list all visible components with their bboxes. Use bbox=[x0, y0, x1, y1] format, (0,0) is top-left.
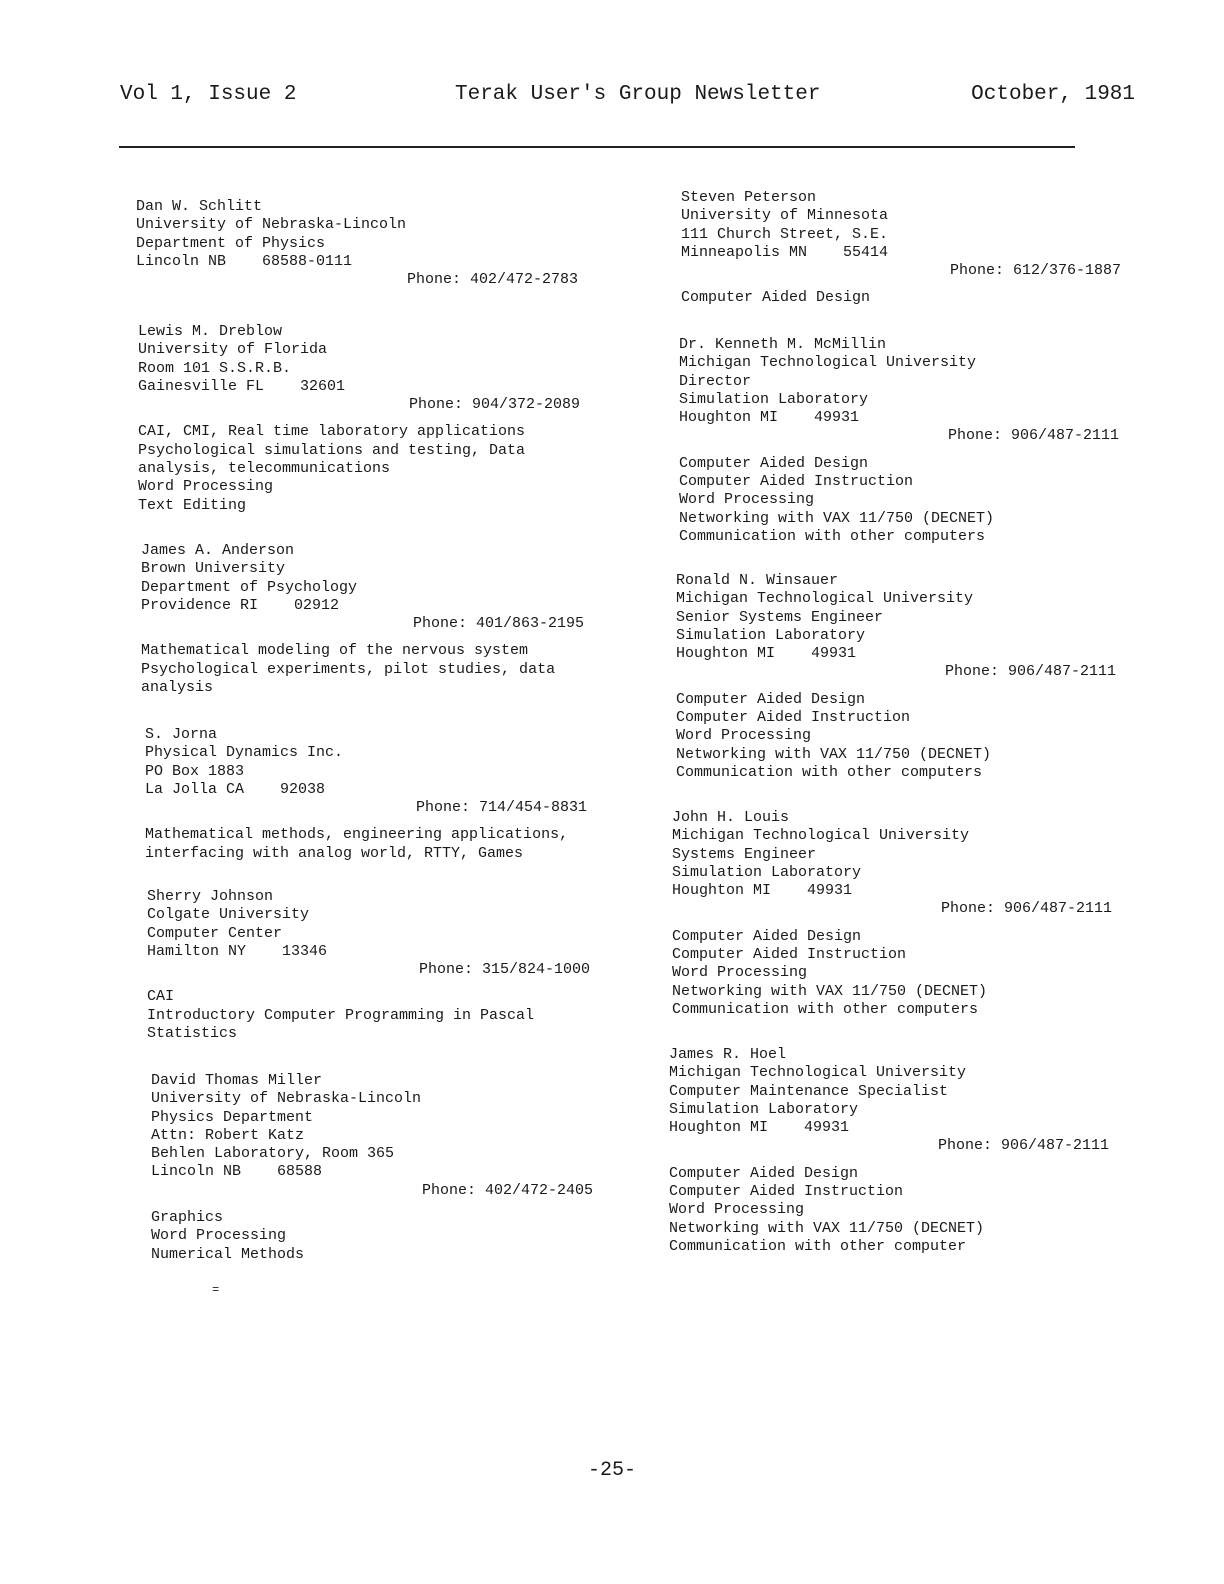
member-entry bbox=[147, 888, 590, 1043]
member-name: Sherry Johnson bbox=[147, 888, 274, 905]
interest-line: Introductory Computer Programming in Pascal bbox=[147, 1006, 535, 1024]
interest-line: analysis, telecommunications bbox=[138, 460, 391, 478]
member-name: James A. Anderson bbox=[141, 542, 295, 559]
member-entry bbox=[145, 726, 587, 863]
address-line: La Jolla CA 92038 bbox=[145, 780, 326, 798]
interest-line: Communication with other computer bbox=[669, 1237, 967, 1255]
spacer bbox=[681, 280, 1121, 289]
interest-line: Networking with VAX 11/750 (DECNET) bbox=[679, 509, 995, 527]
interest-line: Computer Aided Design bbox=[676, 690, 866, 708]
interest-line: Word Processing bbox=[676, 727, 812, 745]
member-entry bbox=[681, 189, 1121, 308]
address-line: Gainesville FL 32601 bbox=[138, 377, 346, 395]
member-name: S. Jorna bbox=[145, 726, 218, 743]
address-line: Simulation Laboratory bbox=[679, 390, 869, 408]
phone-number: Phone: 904/372-2089 bbox=[408, 396, 580, 414]
interest-line: CAI bbox=[147, 988, 175, 1006]
member-name: Dr. Kenneth M. McMillin bbox=[679, 336, 887, 353]
address-line: Behlen Laboratory, Room 365 bbox=[151, 1145, 395, 1163]
stray-mark: = bbox=[212, 1283, 220, 1297]
interest-line: Mathematical methods, engineering applications, bbox=[145, 826, 569, 844]
spacer bbox=[147, 979, 590, 988]
address-line: Brown University bbox=[141, 560, 286, 578]
phone-number: Phone: 612/376-1887 bbox=[949, 262, 1121, 280]
phone-number: Phone: 402/472-2405 bbox=[421, 1181, 593, 1199]
address-line: Physics Department bbox=[151, 1108, 314, 1126]
page-number: -25- bbox=[587, 1459, 636, 1482]
address-line: Attn: Robert Katz bbox=[151, 1126, 305, 1144]
address-line: Providence RI 02912 bbox=[141, 596, 340, 614]
address-line: Houghton MI 49931 bbox=[669, 1119, 850, 1137]
address-line: University of Nebraska-Lincoln bbox=[136, 216, 407, 234]
interest-line: analysis bbox=[141, 679, 214, 697]
interest-line: Computer Aided Design bbox=[681, 289, 871, 307]
address-line: Department of Psychology bbox=[141, 578, 358, 596]
interest-line: Word Processing bbox=[679, 491, 815, 509]
volume-issue: Vol 1, Issue 2 bbox=[120, 83, 297, 106]
member-name: Ronald N. Winsauer bbox=[676, 572, 839, 589]
interest-line: Word Processing bbox=[669, 1201, 805, 1219]
member-entry bbox=[676, 572, 1116, 782]
spacer bbox=[145, 817, 587, 826]
address-line: Computer Maintenance Specialist bbox=[669, 1082, 949, 1100]
phone-number: Phone: 906/487-2111 bbox=[947, 427, 1119, 445]
interest-line: Computer Aided Instruction bbox=[676, 709, 911, 727]
interest-line: Computer Aided Instruction bbox=[669, 1183, 904, 1201]
address-line: Senior Systems Engineer bbox=[676, 608, 884, 626]
spacer bbox=[679, 446, 1119, 455]
member-entry bbox=[669, 1046, 1109, 1256]
address-line: PO Box 1883 bbox=[145, 762, 245, 780]
interest-line: Psychological experiments, pilot studies, data bbox=[141, 660, 556, 678]
address-line: Hamilton NY 13346 bbox=[147, 942, 328, 960]
interest-line: Communication with other computers bbox=[672, 1000, 979, 1018]
interest-line: Psychological simulations and testing, Data bbox=[138, 441, 526, 459]
phone-number: Phone: 906/487-2111 bbox=[937, 1137, 1109, 1155]
address-line: Simulation Laboratory bbox=[669, 1100, 859, 1118]
interest-line: Networking with VAX 11/750 (DECNET) bbox=[669, 1219, 985, 1237]
member-name: David Thomas Miller bbox=[151, 1072, 323, 1089]
issue-date: October, 1981 bbox=[971, 83, 1135, 106]
member-name: James R. Hoel bbox=[669, 1046, 787, 1063]
spacer bbox=[151, 1200, 593, 1209]
interest-line: Computer Aided Design bbox=[679, 454, 869, 472]
address-line: Houghton MI 49931 bbox=[679, 409, 860, 427]
phone-number: Phone: 401/863-2195 bbox=[412, 615, 584, 633]
interest-line: Computer Aided Instruction bbox=[679, 473, 914, 491]
address-line: Simulation Laboratory bbox=[672, 863, 862, 881]
address-line: Director bbox=[679, 372, 752, 390]
interest-line: CAI, CMI, Real time laboratory applications bbox=[138, 423, 526, 441]
address-line: University of Nebraska-Lincoln bbox=[151, 1090, 422, 1108]
address-line: Physical Dynamics Inc. bbox=[145, 744, 344, 762]
address-line: Lincoln NB 68588-0111 bbox=[136, 252, 353, 270]
interest-line: Word Processing bbox=[151, 1227, 287, 1245]
address-line: University of Florida bbox=[138, 341, 328, 359]
address-line: Lincoln NB 68588 bbox=[151, 1163, 323, 1181]
interest-line: interfacing with analog world, RTTY, Games bbox=[145, 844, 524, 862]
address-line: Department of Physics bbox=[136, 234, 326, 252]
newsletter-title: Terak User's Group Newsletter bbox=[455, 83, 821, 106]
member-entry bbox=[136, 198, 578, 289]
interest-line: Mathematical modeling of the nervous system bbox=[141, 642, 529, 660]
address-line: University of Minnesota bbox=[681, 207, 889, 225]
address-line: Systems Engineer bbox=[672, 845, 817, 863]
address-line: Room 101 S.S.R.B. bbox=[138, 359, 292, 377]
phone-number: Phone: 714/454-8831 bbox=[415, 799, 587, 817]
interest-line: Communication with other computers bbox=[679, 527, 986, 545]
spacer bbox=[672, 919, 1112, 928]
member-entry bbox=[151, 1072, 593, 1264]
spacer bbox=[138, 414, 580, 423]
address-line: Minneapolis MN 55414 bbox=[681, 243, 889, 261]
interest-line: Graphics bbox=[151, 1209, 224, 1227]
phone-number: Phone: 315/824-1000 bbox=[418, 961, 590, 979]
member-name: Steven Peterson bbox=[681, 189, 817, 206]
member-entry bbox=[672, 809, 1112, 1019]
interest-line: Word Processing bbox=[138, 478, 274, 496]
page-header bbox=[120, 80, 1135, 110]
interest-line: Text Editing bbox=[138, 496, 247, 514]
interest-line: Communication with other computers bbox=[676, 763, 983, 781]
phone-number: Phone: 906/487-2111 bbox=[944, 663, 1116, 681]
spacer bbox=[141, 633, 584, 642]
interest-line: Statistics bbox=[147, 1025, 238, 1043]
address-line: Houghton MI 49931 bbox=[672, 882, 853, 900]
address-line: Michigan Technological University bbox=[672, 827, 970, 845]
address-line: 111 Church Street, S.E. bbox=[681, 225, 889, 243]
phone-number: Phone: 906/487-2111 bbox=[940, 900, 1112, 918]
interest-line: Word Processing bbox=[672, 964, 808, 982]
address-line: Michigan Technological University bbox=[669, 1064, 967, 1082]
phone-number: Phone: 402/472-2783 bbox=[406, 271, 578, 289]
address-line: Colgate University bbox=[147, 906, 310, 924]
member-entry bbox=[141, 542, 584, 697]
interest-line: Networking with VAX 11/750 (DECNET) bbox=[676, 745, 992, 763]
interest-line: Numerical Methods bbox=[151, 1245, 305, 1263]
address-line: Michigan Technological University bbox=[679, 354, 977, 372]
interest-line: Networking with VAX 11/750 (DECNET) bbox=[672, 982, 988, 1000]
interest-line: Computer Aided Instruction bbox=[672, 946, 907, 964]
member-name: Dan W. Schlitt bbox=[136, 198, 263, 215]
address-line: Computer Center bbox=[147, 924, 283, 942]
member-entry bbox=[138, 323, 580, 515]
address-line: Houghton MI 49931 bbox=[676, 645, 857, 663]
header-rule bbox=[119, 146, 1075, 148]
interest-line: Computer Aided Design bbox=[669, 1164, 859, 1182]
member-name: John H. Louis bbox=[672, 809, 790, 826]
member-entry bbox=[679, 336, 1119, 546]
spacer bbox=[669, 1156, 1109, 1165]
spacer bbox=[676, 682, 1116, 691]
member-name: Lewis M. Dreblow bbox=[138, 323, 283, 340]
address-line: Simulation Laboratory bbox=[676, 626, 866, 644]
address-line: Michigan Technological University bbox=[676, 590, 974, 608]
interest-line: Computer Aided Design bbox=[672, 927, 862, 945]
